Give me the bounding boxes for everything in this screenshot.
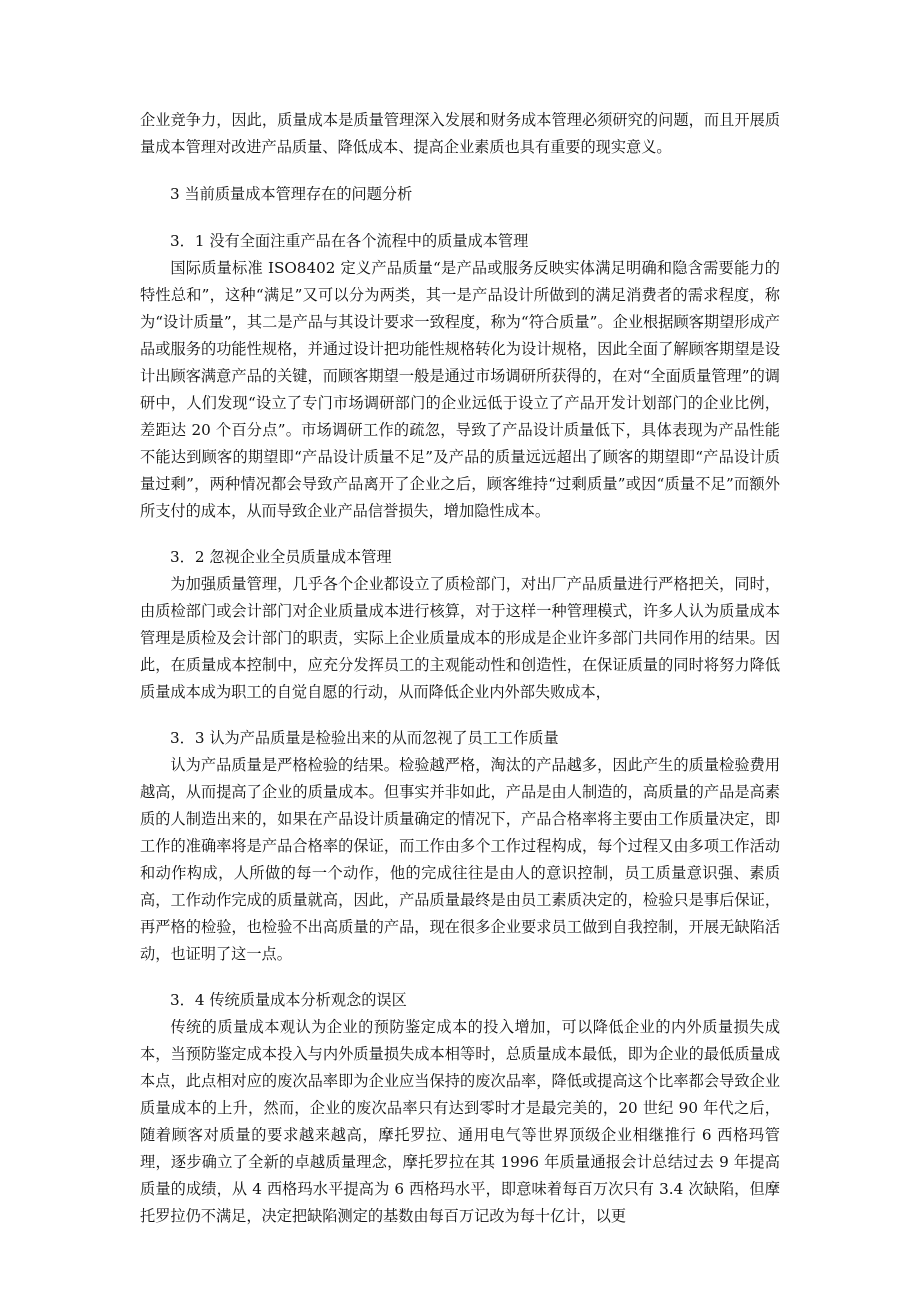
subsection-3-3-heading: 3．3 认为产品质量是检验出来的从而忽视了员工工作质量 <box>170 729 559 747</box>
subsection-3-3-body: 认为产品质量是严格检验的结果。检验越严格，淘汰的产品越多，因此产生的质量检验费用越高，从而提高了企业的质量成本。但事实并非如此，产品是由人制造的，高质量的产品是高素质的人制造出来的，如果在产品设计质量确定的情况下，产品合格率将主要由工作质量决定，即工作的准确率将是产品合格率的保证，而工作由多个工作过程构成，每个过程又由多项工作活动和动作构成，人所做的每一个动作，他的完成往往是由人的意识控制，员工质量意识强、素质高，工作动作完成的质量就高，因此，产品质量最终是由员工素质决定的，检验只是事后保证，再严格的检验，也检验不出高质量的产品，现在很多企业要求员工做到自我控制，开展无缺陷活动，也证明了这一点。 <box>140 756 780 963</box>
subsection-3-1-heading: 3．1 没有全面注重产品在各个流程中的质量成本管理 <box>170 232 529 250</box>
subsection-3-4-heading: 3．4 传统质量成本分析观念的误区 <box>170 991 407 1009</box>
subsection-3-2-heading: 3．2 忽视企业全员质量成本管理 <box>170 548 392 566</box>
subsection-3-1-body: 国际质量标准 ISO8402 定义产品质量“是产品或服务反映实体满足明确和隐含需要能力的特性总和”，这种“满足”又可以分为两类，其一是产品设计所做到的满足消费者的需求程度，称为“设计质量”，其二是产品与其设计要求一致程度，称为“符合质量”。企业根据顾客期望形成产品或服务的功能性规格，并通过设计把功能性规格转化为设计规格，因此全面了解顾客期望是设计出顾客满意产品的关键，而顾客期望一般是通过市场调研所获得的，在对“全面质量管理”的调研中，人们发现“设立了专门市场调研部门的企业远低于设立了产品开发计划部门的企业比例，差距达 20 个百分点”。市场调研工作的疏忽，导致了产品设计质量低下，具体表现为产品性能不能达到顾客的期望即“产品设计质量不足”及产品的质量远远超出了顾客的期望即“产品设计质量过剩”，两种情况都会导致产品离开了企业之后，顾客维持“过剩质量”或因“质量不足”而额外所支付的成本，从而导致企业产品信誉损失，增加隐性成本。 <box>140 259 780 520</box>
section-3-heading: 3 当前质量成本管理存在的问题分析 <box>170 185 413 203</box>
intro-paragraph: 企业竞争力，因此，质量成本是质量管理深入发展和财务成本管理必须研究的问题，而且开展质量成本管理对改进产品质量、降低成本、提高企业素质也具有重要的现实意义。 <box>140 111 780 156</box>
subsection-3-4-body: 传统的质量成本观认为企业的预防鉴定成本的投入增加，可以降低企业的内外质量损失成本，当预防鉴定成本投入与内外质量损失成本相等时，总质量成本最低，即为企业的最低质量成本点，此点相对应的废次品率即为企业应当保持的废次品率，降低或提高这个比率都会导致企业质量成本的上升，然而，企业的废次品率只有达到零时才是最完美的，20 世纪 90 年代之后，随着顾客对质量的要求越来越高，摩托罗拉、通用电气等世界顶级企业相继推行 6 西格玛管理，逐步确立了全新的卓越质量理念，摩托罗拉在其 1996 年质量通报会计总结过去 9 年提高质量的成绩，从 4 西格玛水平提高为 6 西格玛水平，即意味着每百万次只有 3.4 次缺陷，但摩托罗拉仍不满足，决定把缺陷测定的基数由每百万记改为每十亿计，以更 <box>140 1018 780 1225</box>
subsection-3-2-body: 为加强质量管理，几乎各个企业都设立了质检部门，对出厂产品质量进行严格把关，同时，由质检部门或会计部门对企业质量成本进行核算，对于这样一种管理模式，许多人认为质量成本管理是质检及会计部门的职责，实际上企业质量成本的形成是企业许多部门共同作用的结果。因此，在质量成本控制中，应充分发挥员工的主观能动性和创造性，在保证质量的同时将努力降低质量成本成为职工的自觉自愿的行动，从而降低企业内外部失败成本， <box>140 575 780 701</box>
document-page <box>140 107 780 1230</box>
